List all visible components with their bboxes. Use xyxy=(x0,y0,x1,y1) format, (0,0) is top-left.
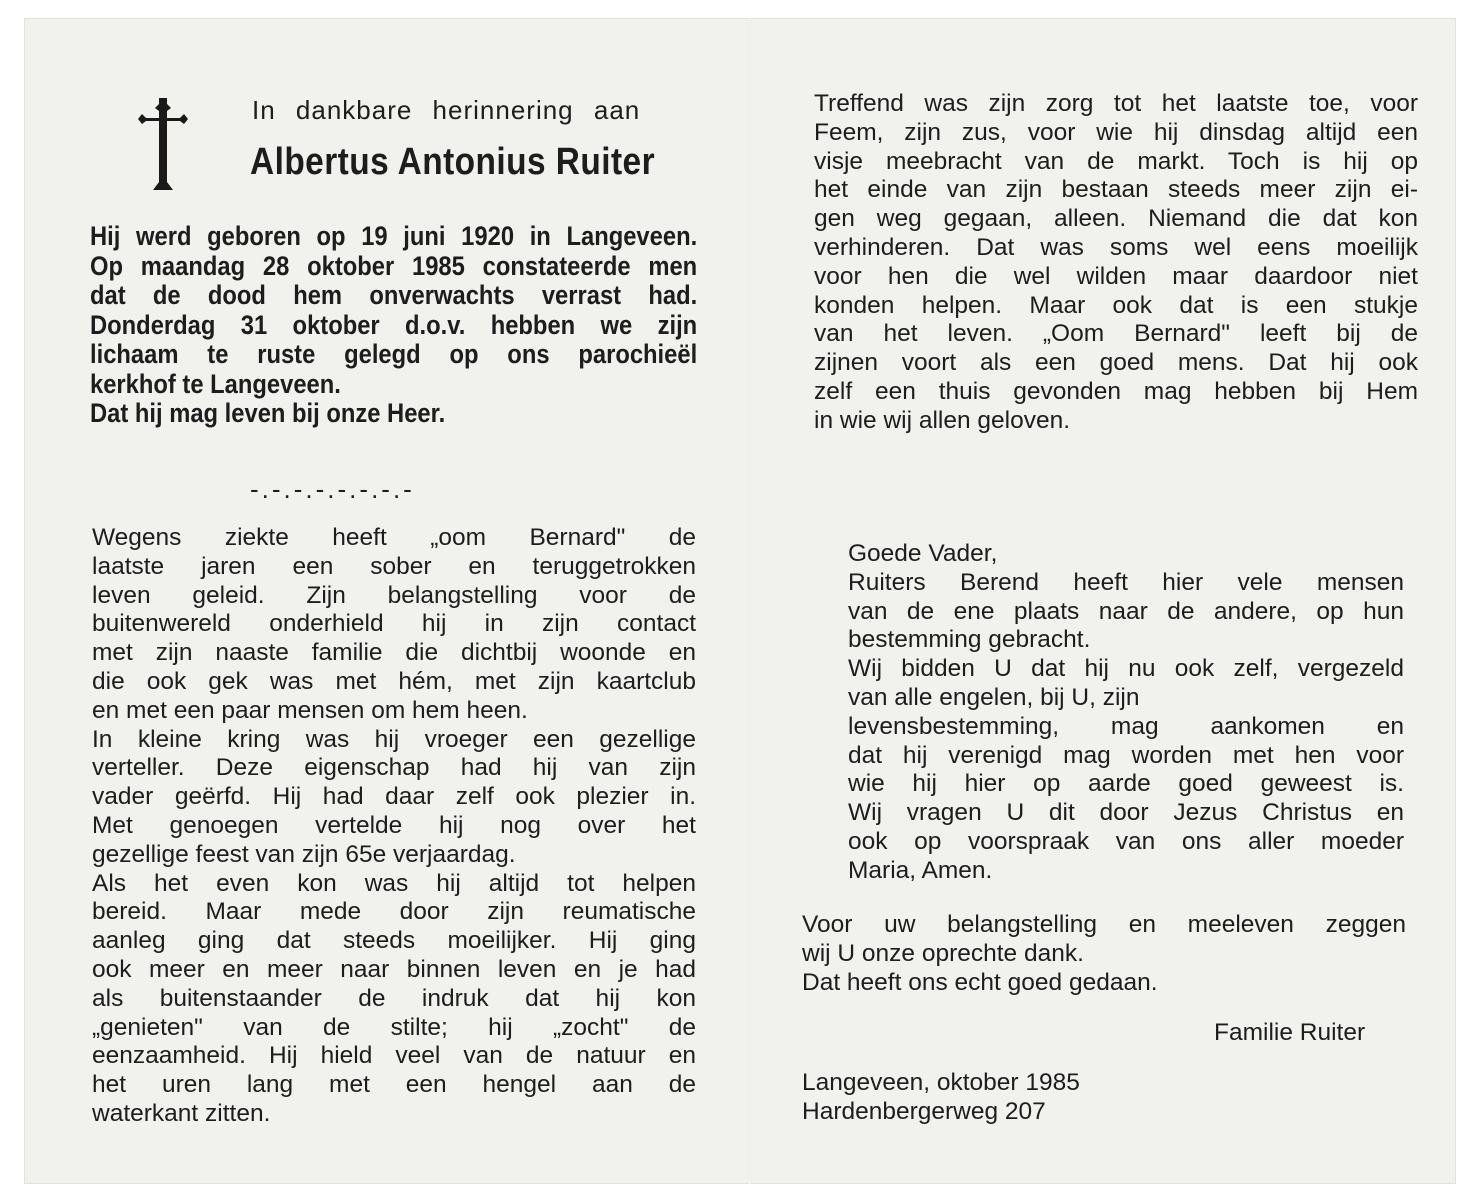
intro-line: In dankbare herinnering aan xyxy=(252,95,641,125)
text-line: in wie wij allen geloven. xyxy=(814,406,1071,434)
text-line: In kleine kring was hij vroeger een gezellige xyxy=(92,725,696,753)
text-line: Als het even kon was hij altijd tot helpen xyxy=(92,869,696,897)
prayer-line: Wij vragen U dit door Jezus Christus en xyxy=(848,799,1404,827)
text-line: bereid. Maar mede door zijn reumatische xyxy=(92,898,696,926)
prayer-line: Ruiters Berend heeft hier vele mensen xyxy=(848,568,1404,596)
text-line: „genieten" van de stilte; hij „zocht" de xyxy=(92,1013,696,1041)
text-line: en met een paar mensen om hem heen. xyxy=(92,696,528,724)
announcement-line: Donderdag 31 oktober d.o.v. hebben we zijn xyxy=(90,309,698,340)
right-biography xyxy=(814,90,1418,436)
prayer-line: van de ene plaats naar de andere, op hun xyxy=(848,597,1404,625)
announcement-block xyxy=(90,222,697,429)
announcement-line: Op maandag 28 oktober 1985 constateerde men xyxy=(90,250,698,281)
text-line: eenzaamheid. Hij hield veel van de natuur en xyxy=(92,1042,696,1070)
announcement-line: Hij werd geboren op 19 juni 1920 in Langeveen. xyxy=(90,221,698,251)
announcement-line: lichaam te ruste gelegd op ons parochieël xyxy=(90,339,698,369)
text-line: gezellige feest van zijn 65e verjaardag. xyxy=(92,840,516,868)
text-line: het einde van zijn bestaan steeds meer zijn ei- xyxy=(814,176,1418,204)
announcement-line: Dat hij mag leven bij onze Heer. xyxy=(90,398,446,428)
thanks-line: Dat heeft ons echt goed gedaan. xyxy=(802,969,1158,996)
announcement-line: dat de dood hem onverwachts verrast had. xyxy=(90,280,698,310)
text-line: het uren lang met een hengel aan de xyxy=(92,1071,696,1099)
text-line: ook meer en meer naar binnen leven en je had xyxy=(92,955,696,983)
prayer-line: dat hij verenigd mag worden met hen voor xyxy=(848,741,1404,769)
text-line: gen weg gegaan, alleen. Niemand die dat kon xyxy=(814,205,1418,233)
text-line: konden helpen. Maar ook dat is een stukje xyxy=(814,291,1418,319)
text-line: laatste jaren een sober en teruggetrokken xyxy=(92,552,696,580)
card-fold xyxy=(748,18,751,1184)
text-line: als buitenstaander de indruk dat hij kon xyxy=(92,984,696,1012)
prayer-line: ook op voorspraak van ons aller moeder xyxy=(848,827,1404,855)
text-line: voor hen die wel wilden maar daardoor niet xyxy=(814,262,1418,290)
prayer-line: levensbestemming, mag aankomen en xyxy=(848,712,1404,740)
place-and-address xyxy=(802,1068,1080,1126)
text-line: verteller. Deze eigenschap had hij van zijn xyxy=(92,754,696,782)
text-line: visje meebracht van de markt. Toch is hij op xyxy=(814,147,1418,175)
text-line: vader geërfd. Hij had daar zelf ook plezier in. xyxy=(92,783,696,811)
text-line: buitenwereld onderhield hij in zijn contact xyxy=(92,610,696,638)
thanks-line: Voor uw belangstelling en meeleven zeggen xyxy=(802,911,1406,938)
text-line: aanleg ging dat steeds moeilijker. Hij ging xyxy=(92,927,696,955)
prayer-line: wie hij hier op aarde goed geweest is. xyxy=(848,770,1404,798)
text-line: Met genoegen vertelde hij nog over het xyxy=(92,811,696,839)
text-line: zijnen voort als een goed mens. Dat hij ook xyxy=(814,349,1418,377)
text-line: waterkant zitten. xyxy=(92,1099,271,1127)
prayer-line: Goede Vader, xyxy=(848,540,998,567)
prayer-line: Maria, Amen. xyxy=(848,856,993,884)
family-signature: Familie Ruiter xyxy=(1214,1019,1366,1046)
left-biography xyxy=(92,524,696,1129)
prayer-block xyxy=(848,540,1404,886)
deceased-name: Albertus Antonius Ruiter xyxy=(250,141,656,183)
prayer-line: bestemming gebracht. xyxy=(848,626,1091,654)
text-line: zelf een thuis gevonden mag hebben bij Hem xyxy=(814,377,1418,405)
text-line: Wegens ziekte heeft „oom Bernard" de xyxy=(92,524,696,551)
thanks-line: wij U onze oprechte dank. xyxy=(802,940,1084,967)
cross-icon xyxy=(138,98,188,190)
text-line: leven geleid. Zijn belangstelling voor de xyxy=(92,581,696,609)
section-divider: -.-.-.-.-.-.-.- xyxy=(250,474,415,504)
prayer-line: Wij bidden U dat hij nu ook zelf, vergezeld xyxy=(848,655,1404,683)
announcement-line: kerkhof te Langeveen. xyxy=(90,368,341,399)
text-line: verhinderen. Dat was soms wel eens moeilijk xyxy=(814,233,1418,261)
text-line: die ook gek was met hém, met zijn kaartclub xyxy=(92,667,696,695)
text-line: Feem, zijn zus, voor wie hij dinsdag altijd een xyxy=(814,118,1418,146)
text-line: Treffend was zijn zorg tot het laatste toe, voor xyxy=(814,90,1418,117)
address: Hardenbergerweg 207 xyxy=(802,1098,1046,1125)
text-line: van het leven. „Oom Bernard" leeft bij de xyxy=(814,320,1418,348)
text-line: met zijn naaste familie die dichtbij woonde en xyxy=(92,639,696,667)
prayer-line: van alle engelen, bij U, zijn xyxy=(848,683,1140,711)
thanks-block xyxy=(802,910,1406,997)
place-date: Langeveen, oktober 1985 xyxy=(802,1069,1080,1096)
